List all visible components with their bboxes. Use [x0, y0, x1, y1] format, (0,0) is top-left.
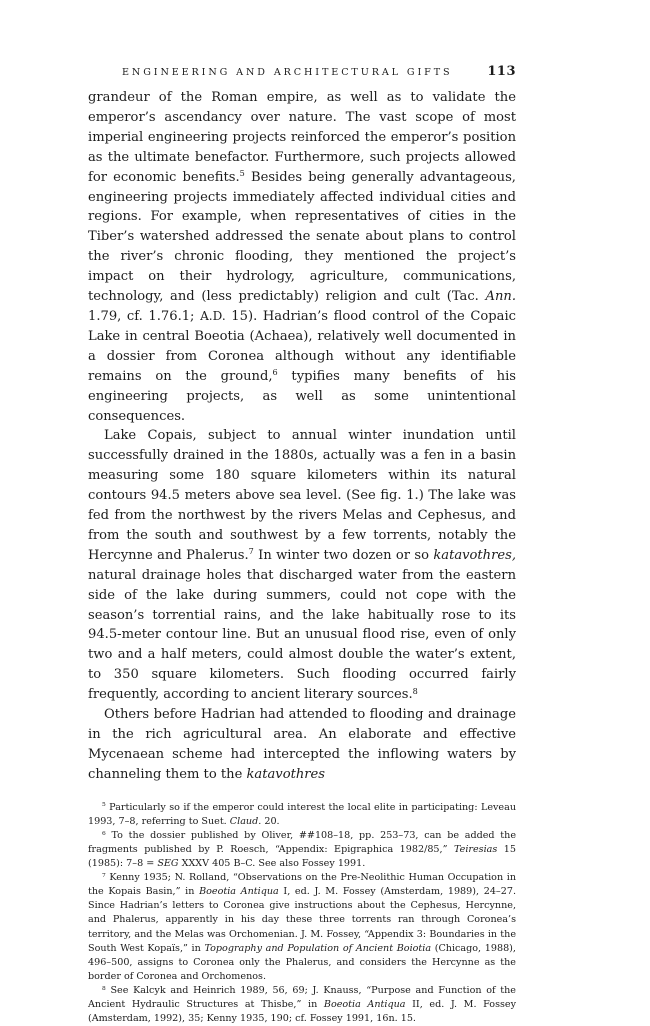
page-number: 113: [487, 64, 516, 79]
footnote-ref-8[interactable]: 8: [412, 685, 418, 696]
footnote-8: $^8$ See Kalcyk and Heinrich 1989, 56, 69; J. Knauss, “Purpose and Function of the Ancient Hydraulic Structures at Thisbe,” in Boeotia Antiqua II, ed. J. M. Fossey (Amsterdam, 1992), 35; Kenny 1935, 190; cf. Fossey 1991, 16n. 15.: [88, 984, 517, 1025]
footnote-ref-6[interactable]: 6: [272, 367, 278, 378]
footnote-ref-5[interactable]: 5: [239, 168, 245, 179]
footnote-6: $^6$ To the dossier published by Oliver, ##108–18, pp. 253–73, can be added the fragments published by P. Roesch, “Appendix: Epigraphica 1982/85,” Teiresias 15 (1985): 7–8 = SEG XXXV 405 B–C. See also Fossey 1991.: [88, 829, 516, 870]
footnote-7: $^7$ Kenny 1935; N. Rolland, “Observations on the Pre-Neolithic Human Occupation in the Kopais Basin,” in Boeotia Antiqua I, ed. J. M. Fossey (Amsterdam, 1989), 24–27. Since Hadrian’s letters to Coronea give instructions about the Cephesus, Hercynne, and Phalerus, apparently in his day these three torrents ran through Coronea’s territory, and the Melas was Orchomenian. J. M. Fossey, “Appendix 3: Boundaries in the South West Kopaïs,” in Topography and Population of Ancient Boiotia (Chicago, 1988), 496–500, assigns to Coronea only the Phalerus, and considers the Hercynne as the border of Coronea and Orchomenos.: [88, 871, 516, 982]
footnote-ref-7[interactable]: 7: [248, 546, 254, 557]
main-text: [88, 88, 516, 785]
paragraph-1: grandeur of the Roman empire, as well as to validate the emperor’s ascendancy over nature. The vast scope of most imperial engineering projects reinforced the emperor’s position as the ultimate benefactor. Furthermore, such projects allowed for economic benefits.$^5$ Besides being generally advantageous, engineering projects immediately affected individual cities and regions. For example, when representatives of cities in the Tiber’s watershed addressed the senate about plans to control the river’s chronic flooding, they mentioned the project’s impact on their hydrology, agriculture, communications, technology, and (less predictably) religion and cult (Tac. Ann. 1.79, cf. 1.76.1; A.D. 15). Hadrian’s flood control of the Copaic Lake in central Boeotia (Achaea), relatively well documented in a dossier from Coronea although without any identifiable remains on the ground,$^6$ typifies many benefits of his engineering projects, as well as some unintentional consequences.: [88, 90, 516, 424]
footnote-5: $^5$ Particularly so if the emperor could interest the local elite in participating: Leveau 1993, 7–8, referring to Suet. Claud. 20.: [88, 801, 516, 827]
running-head: [88, 64, 516, 88]
running-head-title: ENGINEERING AND ARCHITECTURAL GIFTS: [122, 67, 453, 78]
paragraph-2: Lake Copais, subject to annual winter inundation until successfully drained in the 1880s, actually was a fen in a basin measuring some 180 square kilometers within its natural contours 94.5 meters above sea level. (See fig. 1.) The lake was fed from the northwest by the rivers Melas and Cephesus, and from the south and southwest by a few torrents, notably the Hercynne and Phalerus.$^7$ In winter two dozen or so katavothres, natural drainage holes that discharged water from the eastern side of the lake during summers, could not cope with the season’s torrential rains, and the lake habitually rose to its 94.5-meter contour line. But an unusual flood rise, even of only two and a half meters, could almost double the water’s extent, to 350 square kilometers. Such flooding occurred fairly frequently, according to ancient literary sources.$^8$: [88, 428, 517, 703]
footnotes: [88, 801, 516, 1026]
paragraph-3: Others before Hadrian had attended to flooding and drainage in the rich agricultural area. An elaborate and effective Mycenaean scheme had intercepted the inflowing waters by channeling them to the katavothres: [88, 707, 516, 782]
book-page: [88, 64, 516, 1026]
